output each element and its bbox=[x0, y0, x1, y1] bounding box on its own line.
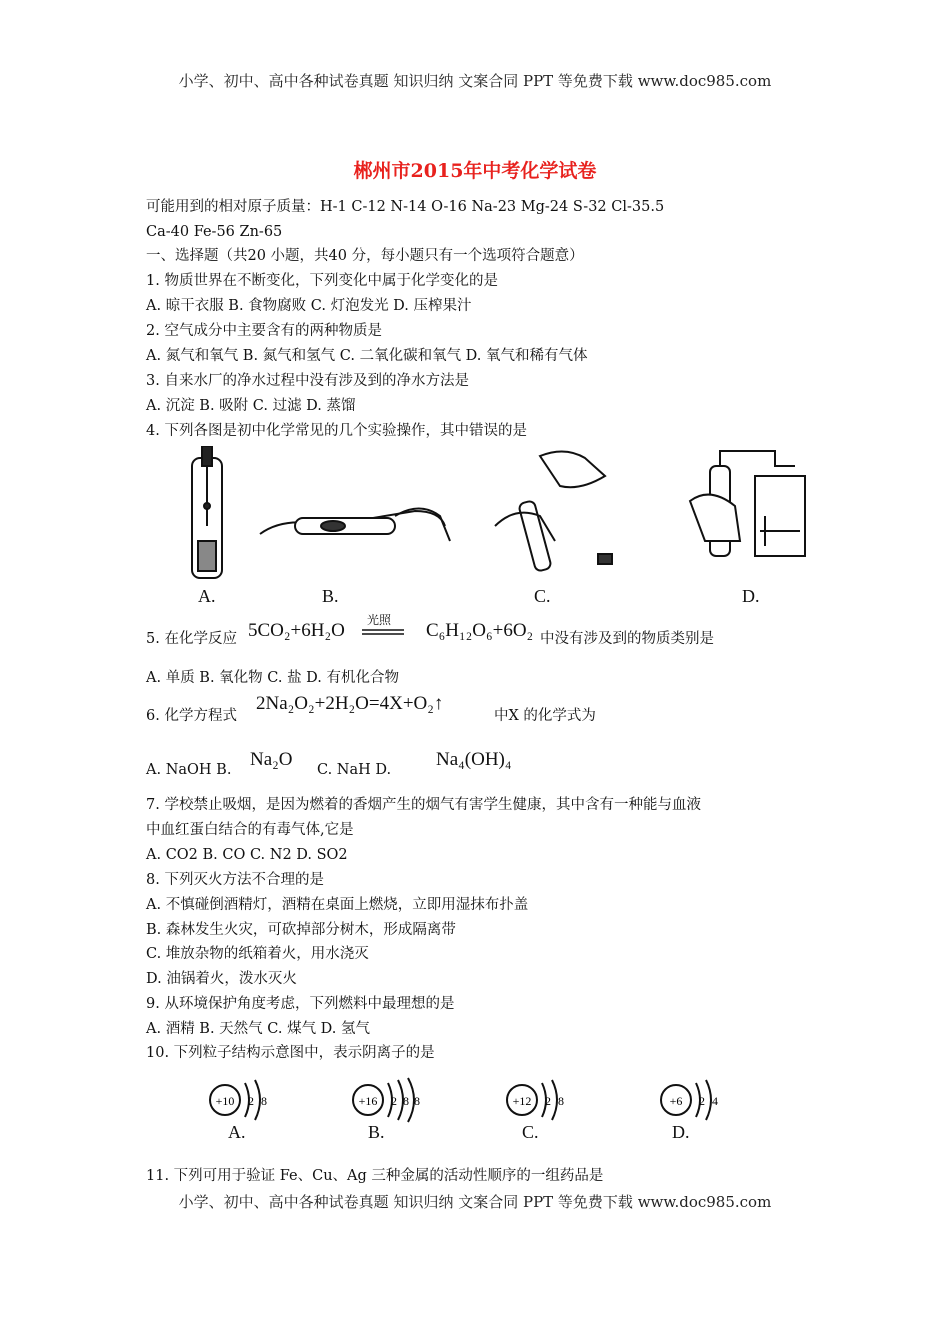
reaction-6: 2Na₂O₂+2H₂O=4X+O₂↑ bbox=[256, 693, 444, 714]
figure-label-c: C. bbox=[534, 586, 551, 606]
atom-label-b: B. bbox=[368, 1122, 385, 1142]
question-5-prefix: 5. 在化学反应 bbox=[146, 631, 237, 647]
reaction-5-arrow bbox=[360, 628, 408, 636]
section-heading: 一、选择题（共20 小题，共40 分，每小题只有一个选项符合题意） bbox=[146, 248, 584, 264]
atomic-mass-line-2: Ca-40 Fe-56 Zn-65 bbox=[146, 224, 283, 240]
question-8-option-b: B. 森林发生火灾，可砍掉部分树木，形成隔离带 bbox=[146, 922, 456, 938]
question-6-suffix: 中X 的化学式为 bbox=[494, 708, 596, 724]
atom-diagram-a bbox=[205, 1075, 285, 1125]
question-5-options: A. 单质 B. 氧化物 C. 盐 D. 有机化合物 bbox=[146, 670, 400, 686]
question-10: 10. 下列粒子结构示意图中，表示阴离子的是 bbox=[146, 1045, 435, 1061]
atom-b-shell-3: 8 bbox=[414, 1094, 420, 1108]
atom-label-d: D. bbox=[672, 1122, 690, 1142]
atom-label-a: A. bbox=[228, 1122, 246, 1142]
question-8-option-d: D. 油锅着火，泼水灭火 bbox=[146, 971, 297, 987]
figure-d-gas-check bbox=[690, 451, 805, 556]
figure-b-tube-heating bbox=[260, 509, 450, 542]
question-2: 2. 空气成分中主要含有的两种物质是 bbox=[146, 323, 382, 339]
atom-c-shell-1: 2 bbox=[545, 1094, 551, 1108]
question-7-options: A. CO2 B. CO C. N2 D. SO2 bbox=[146, 847, 348, 863]
question-1: 1. 物质世界在不断变化，下列变化中属于化学变化的是 bbox=[146, 273, 498, 289]
page-title: 郴州市2015年中考化学试卷 bbox=[353, 160, 597, 182]
atom-c-shell-2: 8 bbox=[558, 1094, 564, 1108]
reaction-5-lhs: 5CO₂+6H₂O bbox=[248, 620, 345, 641]
experiment-figures bbox=[165, 446, 815, 586]
question-7: 7. 学校禁止吸烟，是因为燃着的香烟产生的烟气有害学生健康，其中含有一种能与血液 bbox=[146, 797, 701, 813]
atom-a-shell-1: 2 bbox=[248, 1094, 254, 1108]
question-6-options-cd: C. NaH D. bbox=[317, 762, 392, 778]
question-7-cont: 中血红蛋白结合的有毒气体,它是 bbox=[146, 822, 354, 838]
atom-b-shell-1: 2 bbox=[391, 1094, 397, 1108]
question-8: 8. 下列灭火方法不合理的是 bbox=[146, 872, 324, 888]
question-4: 4. 下列各图是初中化学常见的几个实验操作，其中错误的是 bbox=[146, 423, 527, 439]
question-11: 11. 下列可用于验证 Fe、Cu、Ag 三种金属的活动性顺序的一组药品是 bbox=[146, 1168, 604, 1184]
atom-a-nucleus: +10 bbox=[215, 1094, 235, 1108]
figure-c-pouring bbox=[495, 451, 612, 571]
atom-label-c: C. bbox=[522, 1122, 539, 1142]
question-6-prefix: 6. 化学方程式 bbox=[146, 708, 237, 724]
reaction-5-rhs: C₆H₁₂O₆+6O₂ bbox=[426, 620, 534, 641]
atom-a-shell-2: 8 bbox=[261, 1094, 267, 1108]
question-1-options: A. 晾干衣服 B. 食物腐败 C. 灯泡发光 D. 压榨果汁 bbox=[146, 298, 472, 314]
question-8-option-a: A. 不慎碰倒酒精灯，酒精在桌面上燃烧，立即用湿抹布扑盖 bbox=[146, 897, 529, 913]
page-header: 小学、初中、高中各种试卷真题 知识归纳 文案合同 PPT 等免费下载 www.doc985.com bbox=[178, 72, 772, 90]
question-3-options: A. 沉淀 B. 吸附 C. 过滤 D. 蒸馏 bbox=[146, 398, 356, 414]
atom-diagram-b bbox=[348, 1075, 438, 1125]
atom-c-nucleus: +12 bbox=[512, 1094, 532, 1108]
question-9: 9. 从环境保护角度考虑，下列燃料中最理想的是 bbox=[146, 996, 455, 1012]
question-9-options: A. 酒精 B. 天然气 C. 煤气 D. 氢气 bbox=[146, 1021, 371, 1037]
atom-diagram-c bbox=[502, 1075, 582, 1125]
figure-label-a: A. bbox=[198, 586, 216, 606]
atom-b-shell-2: 8 bbox=[403, 1094, 409, 1108]
page-footer: 小学、初中、高中各种试卷真题 知识归纳 文案合同 PPT 等免费下载 www.doc985.com bbox=[178, 1193, 772, 1211]
question-3: 3. 自来水厂的净水过程中没有涉及到的净水方法是 bbox=[146, 373, 469, 389]
figure-label-b: B. bbox=[322, 586, 339, 606]
atomic-mass-line-1: 可能用到的相对原子质量：H-1 C-12 N-14 O-16 Na-23 Mg-24 S-32 Cl-35.5 bbox=[146, 199, 665, 215]
option-6d-formula: Na₄(OH)₄ bbox=[436, 749, 512, 770]
option-6b-formula: Na₂O bbox=[250, 749, 293, 770]
atom-d-shell-1: 2 bbox=[699, 1094, 705, 1108]
atom-d-shell-2: 4 bbox=[712, 1094, 718, 1108]
figure-label-d: D. bbox=[742, 586, 760, 606]
question-6-options-ab: A. NaOH B. bbox=[146, 762, 232, 778]
question-5-suffix: 中没有涉及到的物质类别是 bbox=[540, 631, 714, 647]
atom-d-nucleus: +6 bbox=[669, 1094, 683, 1108]
atom-b-nucleus: +16 bbox=[358, 1094, 378, 1108]
reaction-5-condition: 光照 bbox=[367, 613, 392, 627]
question-2-options: A. 氮气和氧气 B. 氮气和氢气 C. 二氧化碳和氧气 D. 氧气和稀有气体 bbox=[146, 348, 588, 364]
atom-diagram-d bbox=[656, 1075, 736, 1125]
question-8-option-c: C. 堆放杂物的纸箱着火，用水浇灭 bbox=[146, 946, 369, 962]
figure-a-dropper bbox=[192, 446, 222, 578]
